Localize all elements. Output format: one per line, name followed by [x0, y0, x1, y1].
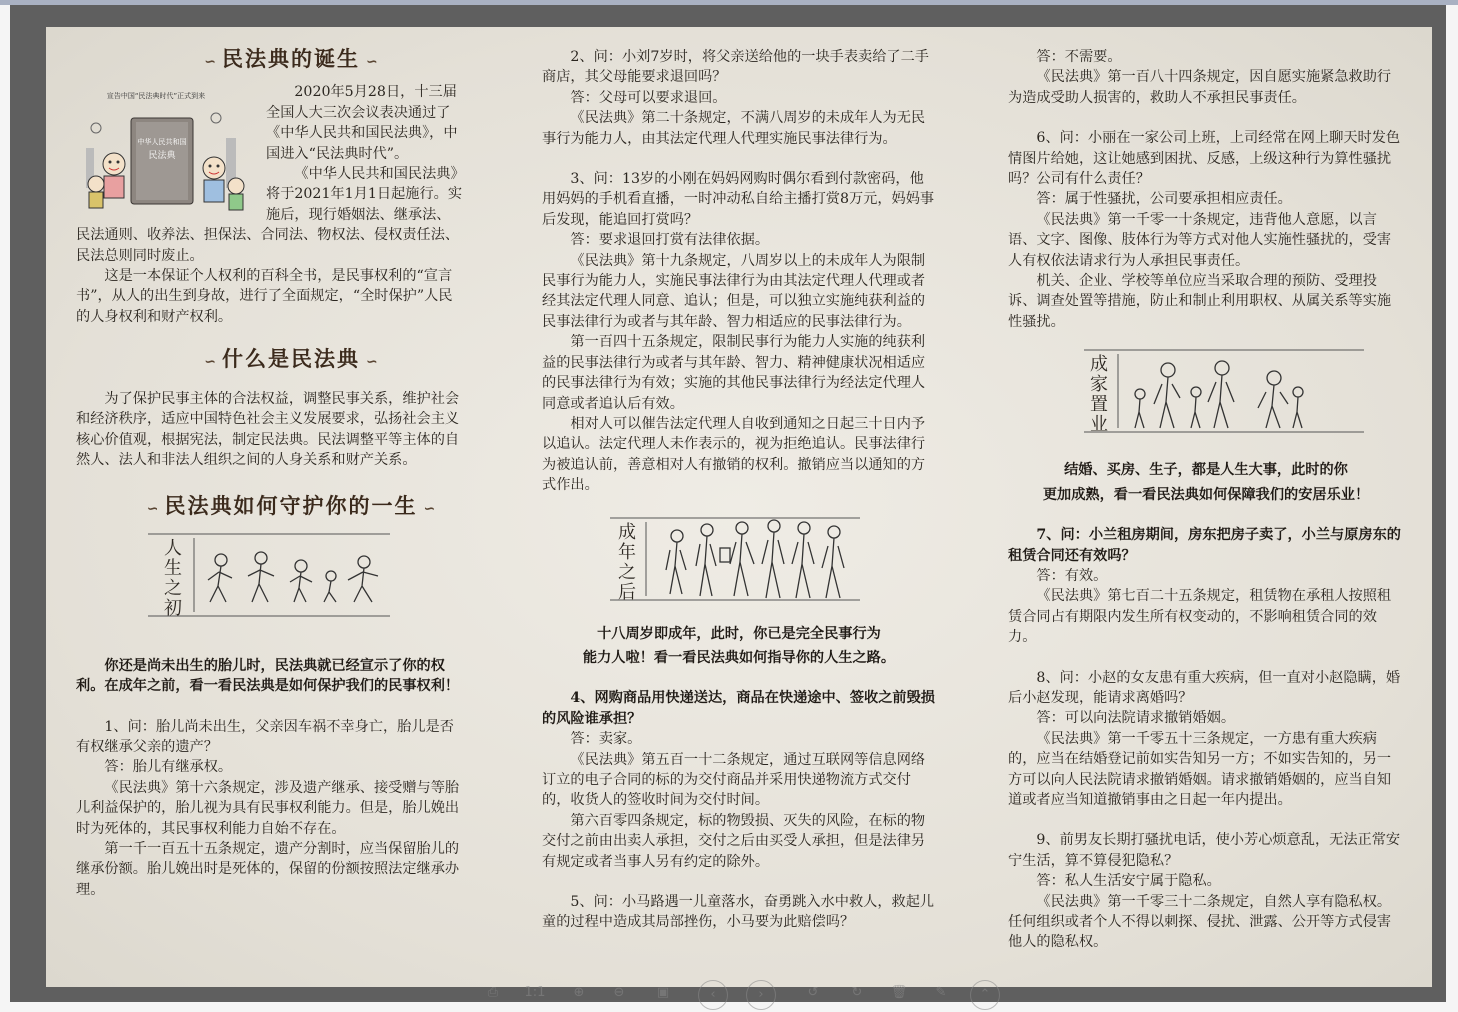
- law-1b: 第一千一百五十五条规定，遗产分割时，应当保留胎儿的继承份额。胎儿娩出时是死体的，保留的份额按照法定继承办理。: [76, 840, 460, 898]
- law-9: 《民法典》第一千零三十二条规定，自然人享有隐私权。任何组织或者个人不得以刺探、侵扰、泄露、公开等方式侵害他人的隐私权。: [1008, 893, 1392, 951]
- family-intro-line2: 更加成熟，看一看民法典如何保障我们的安居乐业！: [1042, 486, 1370, 503]
- question-9: 9、前男友长期打骚扰电话，使小芳心烦意乱，无法正常安宁生活，算不算侵犯隐私？: [1008, 832, 1401, 869]
- birth-paragraph-3: 这是一本保证个人权利的百科全书，是民事权利的“宣言书”，从人的出生到身故，进行了全面规定，“全时保护”人民的人身权利和财产权利。: [76, 268, 453, 325]
- section-title-guard: ∽ 民法典如何守护你的一生 ∽: [146, 494, 436, 519]
- question-4: 4、网购商品用快递送达，商品在快递途中、签收之前毁损的风险谁承担？: [542, 690, 935, 727]
- law-3b: 第一百四十五条规定，限制民事行为能力人实施的纯获利益的民事法律行为或者与其年龄、智力、精神健康状况相适应的民事法律行为有效；实施的其他民事法律行为经法定代理人同意或者追认后有效。: [542, 334, 926, 412]
- law-6b: 机关、企业、学校等单位应当采取合理的预防、受理投诉、调查处置等措施，防止和制止利用职权、从属关系等实施性骚扰。: [1008, 273, 1392, 330]
- what-paragraph: 为了保护民事主体的合法权益，调整民事关系，维护社会和经济秩序，适应中国特色社会主义发展要求，弘扬社会主义核心价值观，根据宪法，制定民法典。民法调整平等主体的自然人、法人和非法人组织之间的人身关系和财产关系。: [76, 390, 460, 468]
- save-icon[interactable]: ⎙: [487, 985, 499, 1000]
- answer-8: 答：可以向法院请求撤销婚姻。: [1036, 710, 1236, 727]
- image-viewer: [10, 5, 1446, 1002]
- illus-caption: 宣告中国“民法典时代”正式到来: [106, 92, 206, 101]
- next-page-icon[interactable]: ›: [746, 980, 776, 1010]
- section-title-what: ∽ 什么是民法典 ∽: [204, 347, 378, 372]
- question-7: 7、问：小兰租房期间，房东把房子卖了，小兰与原房东的租赁合同还有效吗？: [1008, 527, 1401, 564]
- law-3c: 相对人可以催告法定代理人自收到通知之日起三十日内予以追认。法定代理人未作表示的，视为拒绝追认。民事法律行为被追认前，善意相对人有撤销的权利。撤销应当以通知的方式作出。: [542, 415, 926, 494]
- law-2: 《民法典》第二十条规定，不满八周岁的未成年人为无民事行为能力人，由其法定代理人代理实施民事法律行为。: [542, 110, 926, 147]
- law-5: 《民法典》第一百八十四条规定，因自愿实施紧急救助行为造成受助人损害的，救助人不承担民事责任。: [1008, 69, 1392, 106]
- question-5: 5、问：小马路遇一儿童落水，奋勇跳入水中救人，救起儿童的过程中造成其局部挫伤，小马要为此赔偿吗？: [542, 894, 935, 931]
- banner-label: 人生之初: [164, 537, 182, 619]
- question-1: 1、问：胎儿尚未出生，父亲因车祸不幸身亡，胎儿是否有权继承父亲的遗产？: [76, 718, 454, 755]
- svg-text:民法典: 民法典: [148, 151, 176, 162]
- rotate-right-icon[interactable]: ↻: [851, 985, 863, 1000]
- law-4b: 第六百零四条规定，标的物毁损、灭失的风险，在标的物交付之前由出卖人承担，交付之后由买受人承担，但是法律另有规定或者当事人另有约定的除外。: [542, 812, 926, 870]
- delete-icon[interactable]: 🗑: [890, 985, 908, 1000]
- answer-2: 答：父母可以要求退回。: [570, 89, 727, 106]
- window-frame-left: [0, 5, 10, 1012]
- adulthood-intro-line2: 能力人啦！看一看民法典如何指导你的人生之路。: [582, 649, 896, 666]
- svg-text:中华人民共和国: 中华人民共和国: [137, 138, 187, 147]
- column-right: [1008, 27, 1404, 953]
- collapse-icon[interactable]: ⌃: [970, 980, 1000, 1010]
- question-8: 8、问：小赵的女友患有重大疾病，但一直对小赵隐瞒，婚后小赵发现，能请求离婚吗？: [1008, 669, 1401, 706]
- previous-page-icon[interactable]: ‹: [698, 980, 728, 1010]
- brochure-page: [46, 27, 1432, 987]
- banner-adulthood: [542, 514, 936, 604]
- window-frame-right: [1446, 5, 1458, 1012]
- section-title-birth: ∽ 民法典的诞生 ∽: [204, 47, 378, 71]
- answer-9: 答：私人生活安宁属于隐私。: [1036, 873, 1221, 890]
- column-left: [76, 27, 464, 900]
- banner-family: [1008, 348, 1404, 438]
- answer-4: 答：卖家。: [570, 731, 642, 748]
- actual-size-icon[interactable]: 1:1: [524, 985, 546, 1000]
- adulthood-intro-line1: 十八周岁即成年，此时，你已是完全民事行为: [597, 625, 881, 642]
- law-3a: 《民法典》第十九条规定，八周岁以上的未成年人为限制民事行为能力人，实施民事法律行为由其法定代理人代理或者经其法定代理人同意、追认；但是，可以独立实施纯获利益的民事法律行为或者与其年龄、智力相适应的民事法律行为。: [542, 252, 926, 330]
- zoom-out-icon[interactable]: ⊖: [613, 985, 625, 1000]
- law-8: 《民法典》第一千零五十三条规定，一方患有重大疾病的，应当在结婚登记前如实告知另一方；不如实告知的，另一方可以向人民法院请求撤销婚姻。请求撤销婚姻的，应当自知道或者应当知道撤销事由之日起一年内提出。: [1008, 730, 1392, 808]
- answer-3: 答：要求退回打赏有法律依据。: [570, 232, 770, 249]
- answer-7: 答：有效。: [1036, 567, 1108, 584]
- rotate-left-icon[interactable]: ↺: [807, 985, 819, 1000]
- edit-icon[interactable]: ✎: [935, 985, 947, 1000]
- column-middle: [542, 27, 936, 933]
- question-2: 2、问：小刘7岁时，将父亲送给他的一块手表卖给了二手商店，其父母能要求退回吗？: [542, 49, 929, 86]
- section-title-text: 民法典的诞生: [222, 47, 360, 71]
- zoom-in-icon[interactable]: ⊕: [573, 985, 585, 1000]
- civil-code-illustration: [76, 88, 256, 216]
- section-title-text: 民法典如何守护你的一生: [164, 494, 418, 519]
- birth-paragraph-1: 2020年5月28日，十三届全国人大三次会议表决通过了《中华人民共和国民法典》，中国进入“民法典时代”。: [266, 84, 458, 162]
- birth-paragraph-2: 《中华人民共和国民法典》将于2021年1月1日起施行。实施后，现行婚姻法、继承法、民法通则、收养法、担保法、合同法、物权法、侵权责任法、民法总则同时废止。: [76, 166, 463, 264]
- law-1a: 《民法典》第十六条规定，涉及遗产继承、接受赠与等胎儿利益保护的，胎儿视为具有民事权利能力。但是，胎儿娩出时为死体的，其民事权利能力自始不存在。: [76, 779, 460, 837]
- viewer-toolbar: [480, 980, 1020, 1010]
- family-intro-line1: 结婚、买房、生子，都是人生大事，此时的你: [1064, 462, 1348, 479]
- law-6a: 《民法典》第一千零一十条规定，违背他人意愿，以言语、文字、图像、肢体行为等方式对他人实施性骚扰的，受害人有权依法请求行为人承担民事责任。: [1008, 211, 1392, 269]
- fit-page-icon[interactable]: ▣: [656, 985, 670, 1000]
- section-title-text: 什么是民法典: [222, 347, 360, 372]
- answer-1: 答：胎儿有继承权。: [104, 759, 233, 776]
- banner-label: 成年之后: [618, 521, 636, 603]
- question-3: 3、问：13岁的小刚在妈妈网购时偶尔看到付款密码，他用妈妈的手机看直播，一时冲动私自给主播打赏8万元，妈妈事后发现，能追回打赏吗？: [542, 171, 935, 228]
- law-4a: 《民法典》第五百一十二条规定，通过互联网等信息网络订立的电子合同的标的为交付商品并采用快递物流方式交付的，收货人的签收时间为交付时间。: [542, 751, 926, 809]
- answer-5: 答：不需要。: [1036, 49, 1122, 65]
- law-7: 《民法典》第七百二十五条规定，租赁物在承租人按照租赁合同占有期限内发生所有权变动的，不影响租赁合同的效力。: [1008, 588, 1392, 646]
- banner-life-start: [76, 532, 464, 622]
- banner-label: 成家置业: [1090, 354, 1108, 436]
- life-start-intro: 你还是尚未出生的胎儿时，民法典就已经宣示了你的权利。在成年之前，看一看民法典是如何保护我们的民事权利！: [76, 657, 460, 695]
- answer-6: 答：属于性骚扰，公司要承担相应责任。: [1036, 191, 1292, 208]
- question-6: 6、问：小丽在一家公司上班，上司经常在网上聊天时发色情图片给她，这让她感到困扰、反感，上级这种行为算性骚扰吗？公司有什么责任？: [1008, 130, 1401, 188]
